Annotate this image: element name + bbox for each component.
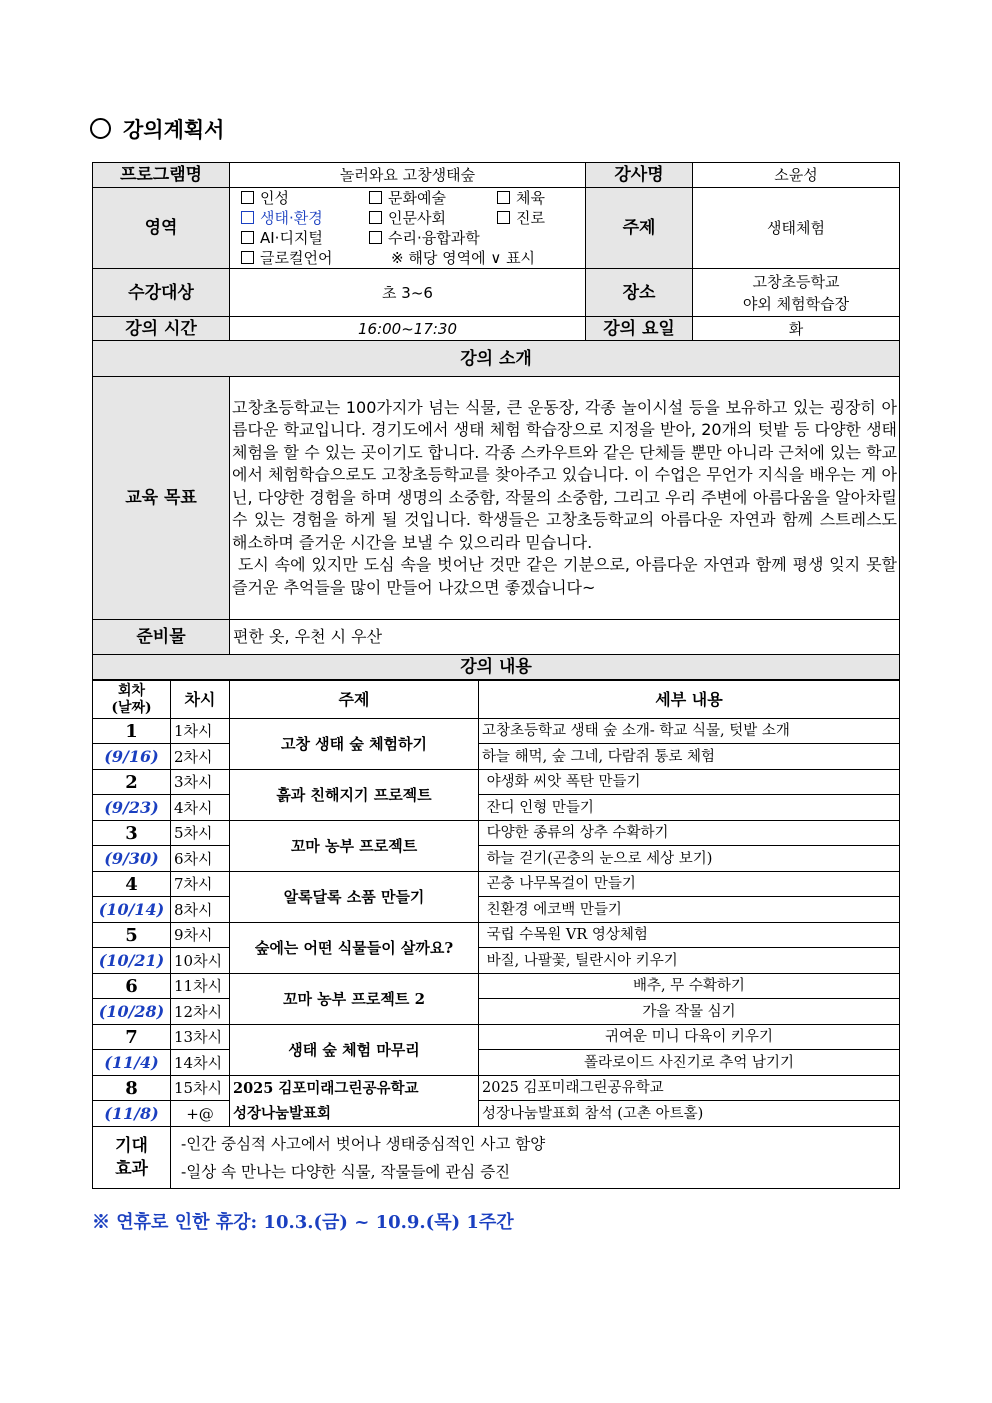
table-row bbox=[93, 974, 900, 999]
area-options bbox=[230, 188, 586, 269]
sessions-table bbox=[92, 680, 900, 1189]
area-option[interactable]: 문화예술 bbox=[369, 188, 497, 208]
area-option[interactable]: 인문사회 bbox=[369, 208, 497, 228]
round-date: (10/14) bbox=[93, 897, 171, 923]
day-label: 강의 요일 bbox=[586, 317, 693, 341]
checkbox-icon[interactable] bbox=[241, 191, 254, 204]
detail-item: 야생화 씨앗 폭탄 만들기 bbox=[479, 770, 900, 795]
subject-label: 주제 bbox=[586, 188, 693, 269]
page-title-text: 강의계획서 bbox=[123, 118, 225, 142]
table-row bbox=[93, 719, 900, 744]
round-number: 3 bbox=[93, 821, 171, 846]
detail-item: 2025 김포미래그린공유학교 bbox=[479, 1076, 900, 1101]
circle-bullet-icon bbox=[90, 118, 111, 139]
col-header-session: 차시 bbox=[171, 681, 230, 719]
instructor-label: 강사명 bbox=[586, 163, 693, 188]
round-date: (11/8) bbox=[93, 1101, 171, 1127]
intro-header: 강의 소개 bbox=[93, 341, 900, 377]
effects-label: 기대 효과 bbox=[93, 1127, 171, 1189]
session-label: 10차시 bbox=[171, 948, 230, 974]
session-label: 8차시 bbox=[171, 897, 230, 923]
session-label: 12차시 bbox=[171, 999, 230, 1025]
program-value: 놀러와요 고창생태숲 bbox=[230, 163, 586, 188]
session-label: 2차시 bbox=[171, 744, 230, 770]
table-row bbox=[93, 846, 900, 872]
session-label: 3차시 bbox=[171, 770, 230, 795]
session-label: 14차시 bbox=[171, 1050, 230, 1076]
goal-label: 교육 목표 bbox=[93, 377, 230, 620]
session-label: 9차시 bbox=[171, 923, 230, 948]
col-header-round: 회차 (날짜) bbox=[93, 681, 171, 719]
place-label: 장소 bbox=[586, 269, 693, 317]
holiday-note: ※ 연휴로 인한 휴강: 10.3.(금) ~ 10.9.(목) 1주간 bbox=[92, 1212, 514, 1233]
area-option[interactable]: 글로컬언어 bbox=[241, 248, 369, 268]
checkbox-icon[interactable] bbox=[369, 231, 382, 244]
effect-item: -인간 중심적 사고에서 벗어나 생태중심적인 사고 함양 bbox=[181, 1134, 546, 1153]
content-header: 강의 내용 bbox=[93, 655, 900, 680]
session-label: 5차시 bbox=[171, 821, 230, 846]
subject-value: 생태체험 bbox=[693, 188, 900, 269]
detail-item: 가을 작물 심기 bbox=[479, 999, 900, 1025]
col-header-detail: 세부 내용 bbox=[479, 681, 900, 719]
detail-item: 곤충 나무목걸이 만들기 bbox=[479, 872, 900, 897]
area-option[interactable]: 체육 bbox=[497, 188, 587, 208]
round-number: 7 bbox=[93, 1025, 171, 1050]
table-row bbox=[93, 1101, 900, 1127]
table-row bbox=[93, 1076, 900, 1101]
col-header-topic: 주제 bbox=[230, 681, 479, 719]
page-title bbox=[90, 114, 224, 144]
detail-item: 잔디 인형 만들기 bbox=[479, 795, 900, 821]
time-value: 16:00~17:30 bbox=[230, 317, 586, 341]
table-row bbox=[93, 999, 900, 1025]
detail-item: 귀여운 미니 다육이 키우기 bbox=[479, 1025, 900, 1050]
session-label: 15차시 bbox=[171, 1076, 230, 1101]
goal-paragraph: 고창초등학교는 100가지가 넘는 식물, 큰 운동장, 각종 놀이시설 등을 보유하고 있는 굉장히 아름다운 학교입니다. 경기도에서 생태 체험 학습장으로 지정을 받아, 20개의 텃밭 등 다양한 생태 체험을 할 수 있는 곳이기도 합니다. 각종 스카우트와 같은 단체들 뿐만 아니라 근처에 있는 학교에서 체험학습으로도 고창초등학교를 찾아주고 있습니다. 이 수업은 무언가 지식을 배우는 게 아닌, 다양한 경험을 하며 생명의 소중함, 작물의 소중함, 그리고 우리 주변에 아름다움을 알아차릴 수 있는 경험을 하게 될 것입니다. 학생들은 고창초등학교의 아름다운 자연과 함께 스트레스도 해소하며 즐거운 시간을 보낼 수 있으리라 믿습니다. bbox=[232, 397, 897, 552]
round-date: (10/28) bbox=[93, 999, 171, 1025]
session-label: +@ bbox=[171, 1101, 230, 1127]
place-value: 고창초등학교 야외 체험학습장 bbox=[693, 269, 900, 317]
round-number: 2 bbox=[93, 770, 171, 795]
round-date: (9/30) bbox=[93, 846, 171, 872]
goal-paragraph: 도시 속에 있지만 도심 속을 벗어난 것만 같은 기분으로, 아름다운 자연과 함께 평생 잊지 못할 즐거운 추억들을 많이 만들어 나갔으면 좋겠습니다~ bbox=[232, 555, 903, 597]
area-note: ※ 해당 영역에 ∨ 표시 bbox=[391, 249, 536, 267]
checkbox-icon[interactable] bbox=[497, 191, 510, 204]
round-topic: 알록달록 소품 만들기 bbox=[230, 872, 479, 923]
round-topic: 숲에는 어떤 식물들이 살까요? bbox=[230, 923, 479, 974]
round-topic: 고창 생태 숲 체험하기 bbox=[230, 719, 479, 770]
session-label: 4차시 bbox=[171, 795, 230, 821]
round-topic: 꼬마 농부 프로젝트 bbox=[230, 821, 479, 872]
round-date: (11/4) bbox=[93, 1050, 171, 1076]
detail-item: 하늘 해먹, 숲 그네, 다람쥐 통로 체험 bbox=[479, 744, 900, 770]
effects-list bbox=[171, 1127, 900, 1189]
area-option[interactable]: AI·디지털 bbox=[241, 228, 369, 248]
checkbox-icon[interactable] bbox=[497, 211, 510, 224]
table-row bbox=[93, 821, 900, 846]
materials-label: 준비물 bbox=[93, 620, 230, 655]
program-label: 프로그램명 bbox=[93, 163, 230, 188]
area-option[interactable]: 진로 bbox=[497, 208, 587, 228]
checkbox-icon[interactable] bbox=[241, 251, 254, 264]
rounds-body bbox=[93, 719, 900, 1127]
table-row bbox=[93, 948, 900, 974]
session-label: 13차시 bbox=[171, 1025, 230, 1050]
session-label: 7차시 bbox=[171, 872, 230, 897]
detail-item: 폴라로이드 사진기로 추억 남기기 bbox=[479, 1050, 900, 1076]
area-option-selected[interactable]: 생태·환경 bbox=[241, 208, 369, 228]
target-value: 초 3~6 bbox=[230, 269, 586, 317]
table-row bbox=[93, 1025, 900, 1050]
area-option[interactable]: 수리·융합과학 bbox=[369, 228, 587, 248]
round-number: 1 bbox=[93, 719, 171, 744]
checkbox-icon[interactable] bbox=[369, 211, 382, 224]
round-number: 6 bbox=[93, 974, 171, 999]
table-row bbox=[93, 1050, 900, 1076]
round-topic: 2025 김포미래그린공유학교 성장나눔발표회 bbox=[230, 1076, 479, 1127]
round-topic: 꼬마 농부 프로젝트 2 bbox=[230, 974, 479, 1025]
checkbox-icon[interactable] bbox=[241, 211, 254, 224]
effect-item: -일상 속 만나는 다양한 식물, 작물들에 관심 증진 bbox=[181, 1162, 511, 1181]
table-row bbox=[93, 872, 900, 897]
area-option[interactable]: 인성 bbox=[241, 188, 369, 208]
detail-item: 국립 수목원 VR 영상체험 bbox=[479, 923, 900, 948]
goal-text bbox=[230, 377, 903, 620]
area-label: 영역 bbox=[93, 188, 230, 269]
table-row bbox=[93, 897, 900, 923]
round-date: (9/16) bbox=[93, 744, 171, 770]
detail-item: 하늘 걷기(곤충의 눈으로 세상 보기) bbox=[479, 846, 900, 872]
round-date: (10/21) bbox=[93, 948, 171, 974]
round-number: 8 bbox=[93, 1076, 171, 1101]
checkbox-icon[interactable] bbox=[369, 191, 382, 204]
checkbox-icon[interactable] bbox=[241, 231, 254, 244]
instructor-value: 소윤성 bbox=[693, 163, 900, 188]
plan-info-table bbox=[92, 162, 903, 680]
round-topic: 생태 숲 체험 마무리 bbox=[230, 1025, 479, 1076]
table-row bbox=[93, 744, 900, 770]
detail-item: 다양한 종류의 상추 수확하기 bbox=[479, 821, 900, 846]
target-label: 수강대상 bbox=[93, 269, 230, 317]
day-value: 화 bbox=[693, 317, 900, 341]
time-label: 강의 시간 bbox=[93, 317, 230, 341]
session-label: 6차시 bbox=[171, 846, 230, 872]
detail-item: 성장나눔발표회 참석 (고촌 아트홀) bbox=[479, 1101, 900, 1127]
table-row bbox=[93, 795, 900, 821]
round-number: 4 bbox=[93, 872, 171, 897]
round-topic: 흙과 친해지기 프로젝트 bbox=[230, 770, 479, 821]
round-number: 5 bbox=[93, 923, 171, 948]
session-label: 1차시 bbox=[171, 719, 230, 744]
materials-value: 편한 옷, 우천 시 우산 bbox=[230, 620, 900, 655]
detail-item: 친환경 에코백 만들기 bbox=[479, 897, 900, 923]
round-date: (9/23) bbox=[93, 795, 171, 821]
detail-item: 바질, 나팔꽃, 틸란시아 키우기 bbox=[479, 948, 900, 974]
table-row bbox=[93, 923, 900, 948]
detail-item: 고창초등학교 생태 숲 소개- 학교 식물, 텃밭 소개 bbox=[479, 719, 900, 744]
detail-item: 배추, 무 수확하기 bbox=[479, 974, 900, 999]
table-row bbox=[93, 770, 900, 795]
session-label: 11차시 bbox=[171, 974, 230, 999]
